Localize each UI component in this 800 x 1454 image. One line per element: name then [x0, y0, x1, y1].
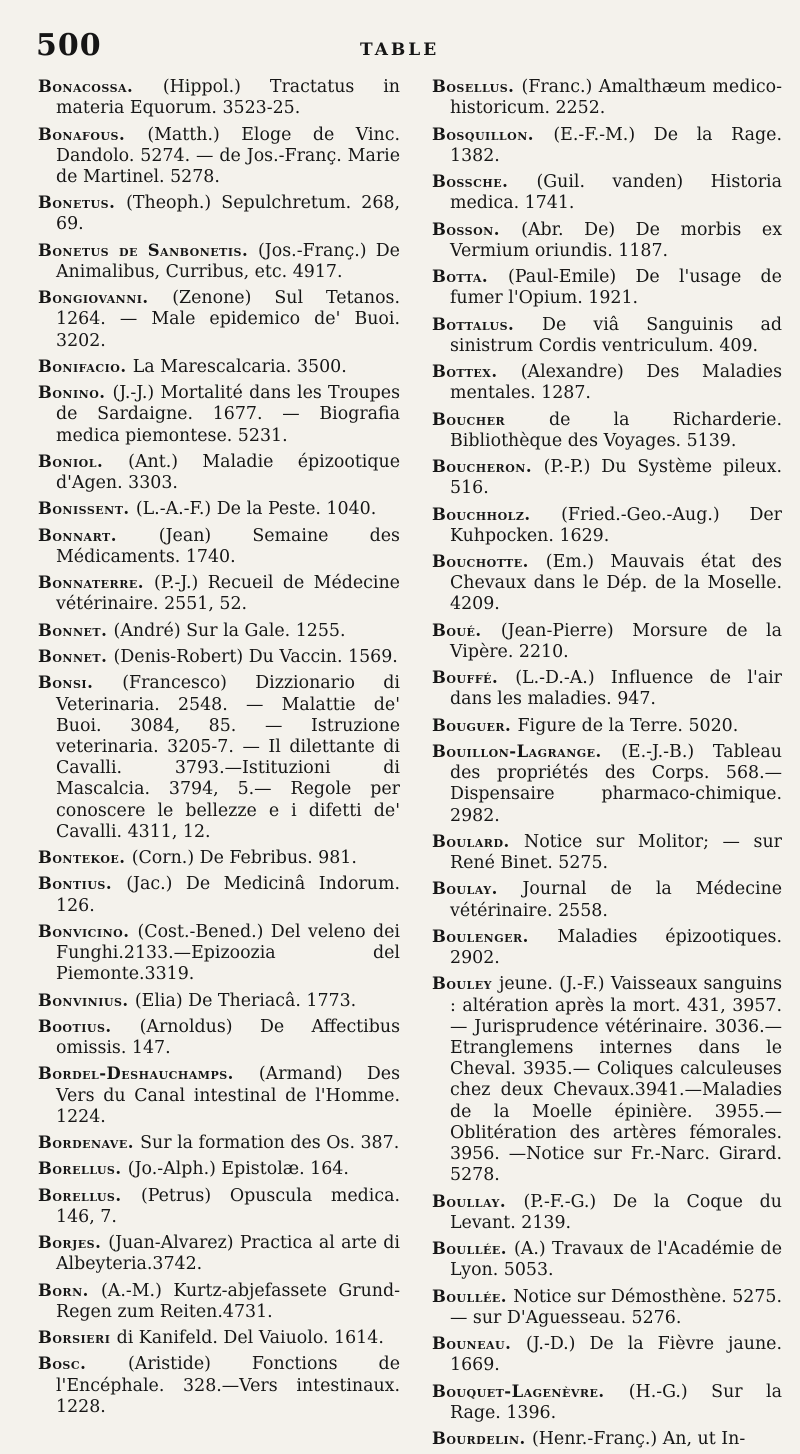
entry-text: (André) Sur la Gale. 1255. [113, 620, 346, 641]
entry-text: (Denis-Robert) Du Vaccin. 1569. [113, 647, 398, 667]
index-entry [38, 672, 400, 843]
entry-text: (Franc.) Amalthæum medico-historicum. 2252. [450, 77, 782, 119]
index-entry [38, 1132, 400, 1154]
index-entry [38, 1232, 400, 1275]
index-entry [38, 451, 400, 494]
index-entry [432, 1286, 782, 1329]
entry-text: (P.-F.-G.) De la Coque du Levant. 2139. [450, 1191, 782, 1233]
entry-text: Journal de la Médecine vétérinaire. 2558. [450, 879, 782, 921]
index-entry [432, 314, 782, 357]
entry-text: (Elia) De Theriacâ. 1773. [134, 990, 357, 1011]
index-entry [38, 124, 400, 189]
entry-name: Bonvinius. [38, 990, 129, 1010]
entry-name: Bouchholz. [432, 504, 531, 524]
entry-name: Bonetus. [38, 193, 116, 213]
entry-text: (Fried.-Geo.-Aug.) Der Kuhpocken. 1629. [450, 504, 782, 546]
entry-name: Borellus. [38, 1159, 122, 1179]
index-entry [38, 572, 400, 615]
entry-text: (Henr.-Franç.) An, ut In- [531, 1429, 746, 1450]
entry-name: Boucher [432, 409, 506, 429]
entry-text: La Marescalcaria. 3500. [132, 356, 347, 377]
entry-name: Bossche. [432, 172, 509, 191]
left-column [38, 76, 400, 1422]
index-entry [432, 1428, 782, 1450]
index-entry [38, 990, 400, 1012]
entry-name: Bootius. [38, 1016, 112, 1036]
index-entry [38, 382, 400, 447]
entry-text: (Alexandre) Des Maladies mentales. 1287. [450, 362, 782, 404]
entry-name: Bottex. [432, 362, 498, 381]
index-entry [432, 715, 782, 737]
index-entry [432, 1333, 782, 1376]
entry-text: Notice sur Démosthène. 5275. — sur D'Aguesseau. 5276. [450, 1286, 782, 1328]
entry-text: Maladies épizootiques. 2902. [450, 926, 782, 969]
entry-name: Bourdelin. [432, 1429, 526, 1449]
entry-text: (L.-A.-F.) De la Peste. 1040. [135, 499, 377, 520]
entry-text: (Corn.) De Febribus. 981. [131, 848, 357, 869]
entry-text: di Kanifeld. Del Vaiuolo. 1614. [116, 1328, 384, 1349]
entry-text: (Abr. De) De morbis ex Vermium oriundis. 1187. [450, 219, 782, 261]
entry-name: Bonnet. [38, 647, 108, 666]
index-entry [432, 76, 782, 119]
entry-name: Bouffé. [432, 668, 499, 688]
index-entry [38, 873, 400, 916]
entry-text: (Jean) Semaine des Médicaments. 1740. [56, 525, 400, 567]
entry-name: Boucheron. [432, 457, 533, 476]
entry-text: (P.-J.) Recueil de Médecine vétérinaire. 2551, 52. [56, 573, 400, 615]
entry-name: Bouillon-Lagrange. [432, 742, 602, 761]
entry-name: Boullay. [432, 1191, 507, 1211]
index-entry [432, 831, 782, 874]
entry-text: (Jo.-Alph.) Epistolæ. 164. [127, 1159, 349, 1180]
entry-text: (E.-J.-B.) Tableau des propriétés des Corps. 568.—Dispensaire pharmaco-chimique. 2982. [450, 742, 782, 826]
entry-name: Bouchotte. [432, 552, 529, 571]
entry-name: Botta. [432, 267, 489, 286]
entry-text: (J.-D.) De la Fièvre jaune. 1669. [450, 1334, 782, 1376]
entry-text: (Matth.) Eloge de Vinc. Dandolo. 5274. — de Jos.-Franç. Marie de Martinel. 5278. [56, 124, 400, 187]
entry-name: Boullée. [432, 1286, 507, 1306]
entry-text: (Em.) Mauvais état des Chevaux dans le Dép. de la Moselle. 4209. [450, 552, 782, 615]
index-entry [38, 1158, 400, 1180]
entry-text: (J.-J.) Mortalité dans les Troupes de Sardaigne. 1677. — Biografia medica piemontese. 5231. [56, 383, 400, 446]
entry-text: jeune. (J.-F.) Vaisseaux sanguins : altération après la mort. 431, 3957. — Jurisprudence vétérinaire. 3036.— Etranglemens internes dans le Cheval. 3935.— Coliques calculeuses chez deux Chevaux.3941.—Maladies de la Moelle épinière. 3955.— Oblitération des artères fémorales. 3956. —Notice sur Fr.-Narc. Girard. 5278. [450, 974, 782, 1186]
entry-text: (Aristide) Fonctions de l'Encéphale. 328.—Vers intestinaux. 1228. [56, 1354, 400, 1417]
entry-name: Bonnet. [38, 620, 108, 640]
entry-text: (L.-D.-A.) Influence de l'air dans les maladies. 947. [450, 668, 782, 710]
index-entry [38, 921, 400, 986]
entry-text: (Arnoldus) De Affectibus omissis. 147. [56, 1016, 400, 1059]
right-column [432, 76, 782, 1454]
index-entry [38, 498, 400, 520]
entry-name: Bosellus. [432, 77, 515, 96]
index-entry [432, 1191, 782, 1234]
index-entry [432, 504, 782, 547]
entry-text: (P.-P.) Du Système pileux. 516. [450, 457, 782, 499]
index-entry [38, 1016, 400, 1059]
entry-text: (Guil. vanden) Historia medica. 1741. [450, 172, 782, 214]
entry-name: Bonsi. [38, 673, 94, 693]
index-entry [432, 124, 782, 167]
entry-name: Bosc. [38, 1354, 87, 1374]
entry-name: Bonnart. [38, 525, 117, 545]
index-entry [432, 878, 782, 921]
index-entry [432, 620, 782, 663]
entry-text: (Jac.) De Medicinâ Indorum. 126. [56, 874, 400, 916]
index-entry [38, 847, 400, 869]
entry-name: Boullée. [432, 1239, 507, 1259]
index-entry [432, 219, 782, 262]
index-entry [432, 171, 782, 214]
entry-name: Bonnaterre. [38, 573, 144, 593]
entry-name: Bouley [432, 974, 492, 994]
index-entry [432, 1381, 782, 1424]
index-entry [432, 409, 782, 452]
entry-text: (E.-F.-M.) De la Rage. 1382. [450, 124, 782, 166]
entry-text: (Hippol.) Tractatus in materia Equorum. 3523-25. [56, 77, 400, 119]
entry-name: Bosquillon. [432, 124, 535, 144]
entry-name: Bonetus de Sanbonetis. [38, 240, 249, 260]
entry-name: Bottalus. [432, 314, 515, 334]
index-entry [432, 926, 782, 969]
index-entry [432, 667, 782, 710]
entry-text: (Jean-Pierre) Morsure de la Vipère. 2210. [450, 620, 782, 662]
entry-name: Borsieri [38, 1328, 111, 1348]
entry-text: (A.-M.) Kurtz-abjefassete Grund-Regen zum Reiten.4731. [56, 1280, 400, 1322]
index-entry [38, 240, 400, 283]
index-entry [38, 1063, 400, 1128]
index-entry [432, 551, 782, 616]
entry-name: Bongiovanni. [38, 288, 149, 308]
entry-text: (Theoph.) Sepulchretum. 268, 69. [56, 193, 400, 235]
entry-name: Bonvicino. [38, 921, 130, 941]
entry-name: Bosson. [432, 219, 500, 239]
entry-text: (Juan-Alvarez) Practica al arte di Albeyteria.3742. [56, 1233, 400, 1275]
index-entry [38, 192, 400, 235]
entry-name: Bonino. [38, 383, 106, 403]
entry-text: de la Richarderie. Bibliothèque des Voyages. 5139. [450, 409, 782, 451]
entry-text: (Francesco) Dizzionario di Veterinaria. 2548. — Malattie de' Buoi. 3084, 85. — Istruzione veterinaria. 3205-7. — Il dilettante di Cavalli. 3793.—Istituzioni di Mascalcia. 3794, 5.— Regole per conoscere le bellezze e i difetti de' Cavalli. 4311, 12. [56, 673, 400, 842]
entry-text: (A.) Travaux de l'Académie de Lyon. 5053. [450, 1239, 782, 1281]
entry-text: Figure de la Terre. 5020. [517, 715, 739, 736]
entry-name: Borjes. [38, 1233, 102, 1253]
entry-text: (Cost.-Bened.) Del veleno dei Funghi.2133.—Epizoozia del Piemonte.3319. [56, 921, 400, 985]
index-entry [38, 646, 400, 668]
index-entry [38, 1327, 400, 1349]
index-entry [432, 266, 782, 309]
entry-text: (Zenone) Sul Tetanos. 1264. — Male epidemico de' Buoi. 3202. [56, 288, 400, 351]
entry-name: Bouneau. [432, 1334, 512, 1354]
entry-name: Boulenger. [432, 926, 529, 946]
running-head: TABLE [360, 40, 440, 60]
entry-text: (Paul-Emile) De l'usage de fumer l'Opium. 1921. [450, 267, 782, 309]
entry-name: Boué. [432, 620, 482, 640]
entry-name: Bonacossa. [38, 77, 134, 96]
index-entry [38, 76, 400, 119]
entry-name: Borellus. [38, 1185, 122, 1205]
entry-text: (Petrus) Opuscula medica. 146, 7. [56, 1185, 400, 1227]
index-entry [38, 1185, 400, 1228]
entry-name: Born. [38, 1280, 89, 1300]
entry-name: Boulay. [432, 879, 498, 899]
entry-text: (H.-G.) Sur la Rage. 1396. [450, 1381, 782, 1423]
entry-name: Boulard. [432, 831, 510, 851]
entry-name: Bonafous. [38, 124, 126, 144]
index-entry [38, 287, 400, 352]
index-entry [432, 361, 782, 404]
entry-name: Bontekoe. [38, 848, 126, 868]
index-entry [38, 620, 400, 642]
entry-name: Boniol. [38, 451, 104, 471]
index-entry [432, 1238, 782, 1281]
entry-text: (Ant.) Maladie épizootique d'Agen. 3303. [56, 451, 400, 494]
entry-text: (Jos.-Franç.) De Animalibus, Curribus, etc. 4917. [56, 240, 400, 282]
index-entry [38, 1353, 400, 1418]
entry-name: Bonissent. [38, 499, 130, 519]
index-entry [432, 456, 782, 499]
index-entry [432, 973, 782, 1186]
entry-name: Bouguer. [432, 715, 512, 735]
page-number: 500 [36, 28, 102, 63]
entry-name: Bontius. [38, 874, 113, 894]
index-entry [38, 525, 400, 568]
index-entry [38, 356, 400, 378]
entry-text: Sur la formation des Os. 387. [140, 1133, 400, 1154]
index-entry [38, 1280, 400, 1323]
entry-text: (Armand) Des Vers du Canal intestinal de l'Homme. 1224. [56, 1064, 400, 1127]
entry-name: Bordenave. [38, 1133, 134, 1153]
index-entry [432, 741, 782, 827]
entry-name: Bonifacio. [38, 356, 127, 376]
entry-text: De viâ Sanguinis ad sinistrum Cordis ventriculum. 409. [450, 314, 782, 356]
entry-name: Bordel-Deshauchamps. [38, 1064, 234, 1084]
entry-text: Notice sur Molitor; — sur René Binet. 5275. [450, 831, 782, 874]
entry-name: Bouquet-Lagenèvre. [432, 1381, 605, 1401]
